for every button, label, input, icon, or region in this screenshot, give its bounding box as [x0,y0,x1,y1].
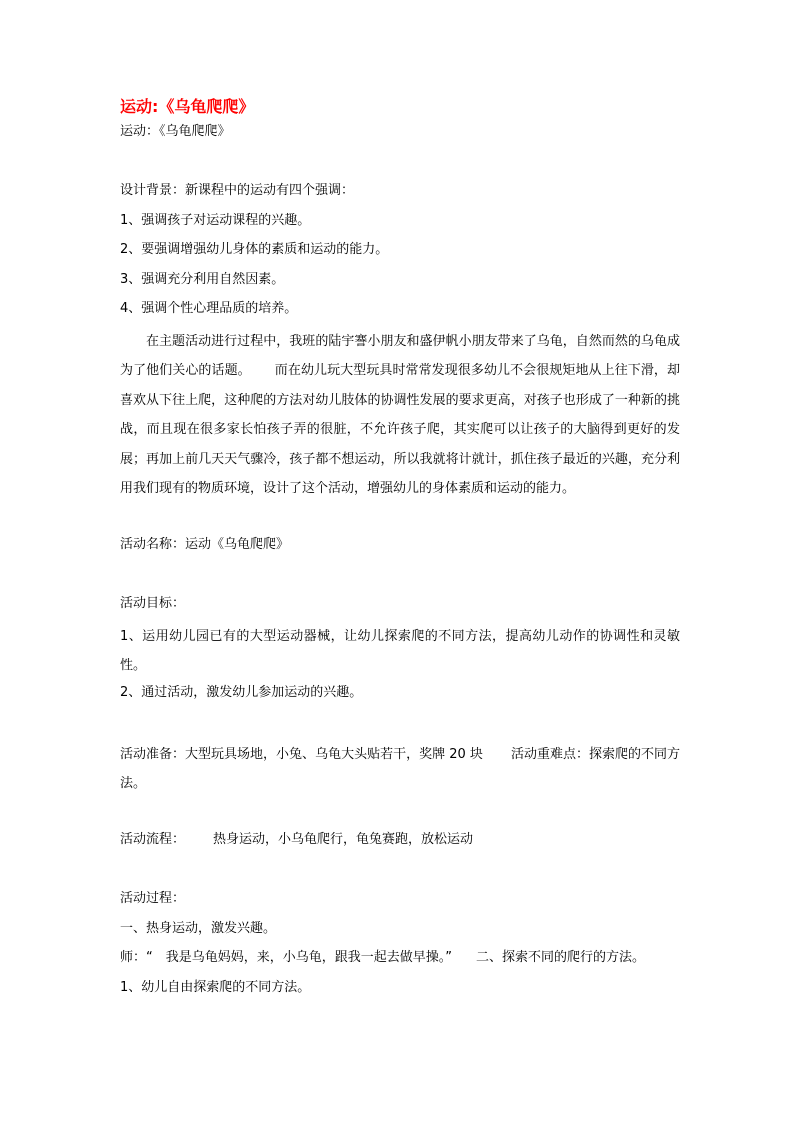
spacer [120,858,680,888]
background-paragraph-b: 而在幼儿玩大型玩具时常常发现很多幼儿不会很规矩地从上往下滑，却喜欢从下往上爬，这种爬的方法对幼儿肢体的协调性发展的要求更高，对孩子也形成了一种新的挑战，而且现在很多家长怕孩子弄的很脏，不允许孩子爬，其实爬可以让孩子的大脑得到更好的发展；再加上前几天天气骤冷，孩子都不想运动，所以我就将计就计，抓住孩子最近的兴趣，充分利用我们现有的物质环境，设计了这个活动，增强幼儿的身体素质和运动的能力。 [120,363,680,496]
process-sub-1: 1、幼儿自由探索爬的不同方法。 [120,979,311,995]
flow-line [120,828,680,858]
process-step-2: 二、探索不同的爬行的方法。 [475,950,645,965]
process-step-1: 一、热身运动，激发兴趣。 [120,920,277,936]
background-point-3: 3、强调充分利用自然因素。 [120,271,285,287]
preparation-paragraph [120,740,680,799]
document-title: 运动:《乌龟爬爬》 [120,97,255,116]
spacer [120,799,680,829]
spacer [120,710,680,740]
goal-item-1: 1、运用幼儿园已有的大型运动器械，让幼儿探索爬的不同方法，提高幼儿动作的协调性和灵敏性。 [120,628,680,673]
spacer [120,504,680,534]
background-paragraph [120,327,680,504]
goals-heading: 活动目标： [120,596,186,611]
background-point-1: 1、强调孩子对运动课程的兴趣。 [120,212,311,228]
flow-text: 热身运动，小乌龟爬行，龟兔赛跑，放松运动 [213,832,474,847]
teacher-quote: 师：“ 我是乌龟妈妈，来，小乌龟，跟我一起去做早操。” [120,950,452,965]
subtitle: 运动：《乌龟爬爬》 [120,124,231,139]
preparation-text: 活动准备：大型玩具场地，小兔、乌龟大头贴若干，奖牌 20 块 [120,746,483,762]
activity-name: 活动名称：运动《乌龟爬爬》 [120,537,290,552]
document-body [120,120,680,1005]
process-teacher-line [120,946,680,976]
background-heading: 设计背景：新课程中的运动有四个强调： [120,183,355,198]
process-heading: 活动过程： [120,891,186,906]
spacer [120,150,680,180]
background-paragraph-a: 在主题活动进行过程中，我班的陆宇謇小朋友和盛伊帆小朋友带来了乌龟，自然而然的乌龟成为了他们关心的话题。 [120,333,680,378]
flow-label: 活动流程： [120,832,186,847]
background-point-2: 2、要强调增强幼儿身体的素质和运动的能力。 [120,242,389,257]
goal-item-2: 2、通过活动，激发幼儿参加运动的兴趣。 [120,684,363,700]
background-point-4: 4、强调个性心理品质的培养。 [120,301,298,316]
spacer [120,563,680,593]
key-points-text: 活动重难点：探索爬的不同方法。 [120,746,680,791]
